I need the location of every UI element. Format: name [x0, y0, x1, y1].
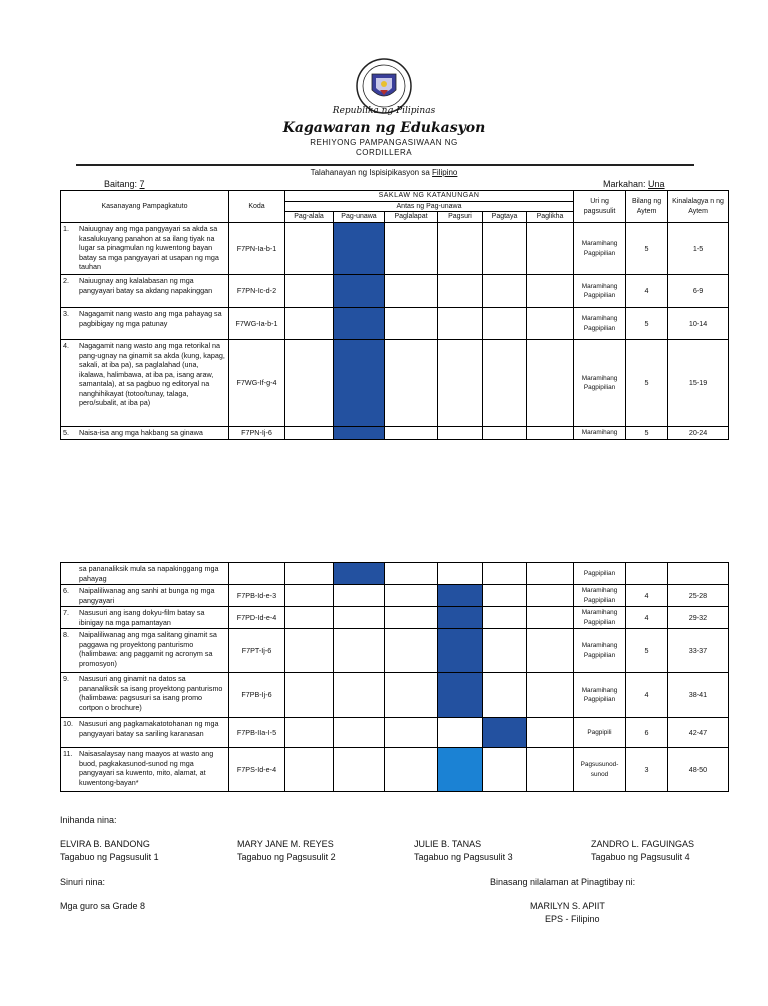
quarter-value: Una: [648, 179, 665, 189]
level-header: Paglikha: [527, 212, 574, 223]
item-number: 3.: [63, 309, 69, 318]
test-type-header: Uri ng pagsusulit: [574, 191, 626, 223]
table-row: [61, 607, 729, 629]
level-cell: [334, 718, 385, 748]
competency-cell: [61, 629, 229, 673]
level-cell-marked: [334, 427, 385, 440]
item-placement-cell: 10-14: [668, 308, 729, 340]
approved-label: Binasang nilalaman at Pinagtibay ni:: [490, 877, 636, 887]
item-count-cell: [626, 563, 668, 585]
code-cell: F7PB-Id-e-3: [229, 585, 285, 607]
level-cell: [483, 308, 527, 340]
preparer-3-name: JULIE B. TANAS: [414, 839, 482, 849]
header-rule: [76, 164, 694, 166]
item-placement-cell: 25-28: [668, 585, 729, 607]
competency-cell: [61, 223, 229, 275]
level-cell: [438, 275, 483, 308]
level-header: Pagtaya: [483, 212, 527, 223]
competency-header: Kasanayang Pampagkatuto: [61, 191, 229, 223]
item-placement-cell: 15-19: [668, 340, 729, 427]
code-cell: F7PB-Ij-6: [229, 673, 285, 718]
level-cell: [334, 748, 385, 792]
competency-text: Naiuugnay ang mga pangyayari sa akda sa kasalukuyang panahon at sa ilang tiyak na lugar sa pinagmulan ng kuwentong bayan batay sa mga pangyayari at usapan ng mga tauhan: [79, 224, 219, 271]
spec-table-page-2: [60, 562, 729, 792]
table-title: [0, 168, 768, 177]
level-cell-marked: [438, 748, 483, 792]
test-type-cell: Maramihang Pagpipilian: [574, 673, 626, 718]
level-cell: [483, 629, 527, 673]
test-type-cell: Pagpipili: [574, 718, 626, 748]
level-cell: [385, 585, 438, 607]
level-cell: [527, 673, 574, 718]
item-placement-cell: 1-5: [668, 223, 729, 275]
grade-value: 7: [139, 179, 145, 189]
level-cell-marked: [334, 308, 385, 340]
prepared-label: Inihanda nina:: [60, 815, 117, 825]
test-type-cell: Pagsusunod-sunod: [574, 748, 626, 792]
level-cell: [438, 563, 483, 585]
approver-role: EPS - Filipino: [545, 914, 600, 924]
code-cell: F7PT-Ij-6: [229, 629, 285, 673]
item-number: 8.: [63, 630, 69, 639]
competency-cell: [61, 718, 229, 748]
preparer-3-role: Tagabuo ng Pagsusulit 3: [414, 852, 513, 862]
level-header: Paglalapat: [385, 212, 438, 223]
item-number: 2.: [63, 276, 69, 285]
level-cell: [527, 308, 574, 340]
level-cell: [438, 718, 483, 748]
test-type-cell: Maramihang: [574, 427, 626, 440]
level-cell-marked: [334, 275, 385, 308]
competency-text: Nagagamit nang wasto ang mga pahayag sa pagbibigay ng mga patunay: [79, 309, 222, 328]
level-cell: [285, 563, 334, 585]
quarter-label: Markahan:: [603, 179, 646, 189]
level-cell: [385, 223, 438, 275]
competency-text: Nasusuri ang isang dokyu-film batay sa ibinigay na mga pamantayan: [79, 608, 205, 627]
item-number: 9.: [63, 674, 69, 683]
level-cell-marked: [438, 629, 483, 673]
item-placement-cell: 33-37: [668, 629, 729, 673]
table-row: [61, 340, 729, 427]
item-number: 11.: [63, 749, 73, 758]
item-count-cell: 3: [626, 748, 668, 792]
competency-text: Nasusuri ang ginamit na datos sa pananaliksik sa isang proyektong panturismo (halimbawa: pagsusuri sa isang promo cortpon o brochure): [79, 674, 223, 712]
competency-cell: [61, 275, 229, 308]
table-title-subject: Filipino: [432, 168, 458, 177]
level-cell-marked: [483, 718, 527, 748]
level-cell: [385, 673, 438, 718]
level-cell: [385, 629, 438, 673]
grade-label: Baitang:: [104, 179, 138, 189]
table-row: [61, 629, 729, 673]
level-cell: [438, 223, 483, 275]
test-type-cell: Pagpipilian: [574, 563, 626, 585]
level-cell: [527, 223, 574, 275]
item-count-cell: 4: [626, 607, 668, 629]
level-cell: [483, 427, 527, 440]
table-row: [61, 673, 729, 718]
competency-cell: [61, 340, 229, 427]
item-placement-cell: 29-32: [668, 607, 729, 629]
item-placement-cell: 20-24: [668, 427, 729, 440]
item-placement-cell: 6-9: [668, 275, 729, 308]
level-cell: [285, 748, 334, 792]
code-cell: F7PB-IIa-I-5: [229, 718, 285, 748]
test-type-cell: Maramihang Pagpipilian: [574, 607, 626, 629]
level-cell: [527, 340, 574, 427]
level-cell: [483, 607, 527, 629]
preparer-1-role: Tagabuo ng Pagsusulit 1: [60, 852, 159, 862]
level-cell: [527, 718, 574, 748]
level-cell: [527, 629, 574, 673]
antas-header: Antas ng Pag-unawa: [285, 201, 574, 212]
table-row: [61, 427, 729, 440]
saklaw-header: SAKLAW NG KATANUNGAN: [285, 191, 574, 202]
level-cell: [285, 223, 334, 275]
reviewers: Mga guro sa Grade 8: [60, 901, 146, 911]
level-cell: [385, 275, 438, 308]
level-header: Pag-alala: [285, 212, 334, 223]
preparer-2-role: Tagabuo ng Pagsusulit 2: [237, 852, 336, 862]
item-count-cell: 5: [626, 340, 668, 427]
competency-text: Naipaliliwanag ang sanhi at bunga ng mga pangyayari: [79, 586, 215, 605]
level-cell: [285, 629, 334, 673]
test-type-cell: Maramihang Pagpipilian: [574, 585, 626, 607]
item-placement-cell: 38-41: [668, 673, 729, 718]
preparer-4-role: Tagabuo ng Pagsusulit 4: [591, 852, 690, 862]
level-cell: [483, 275, 527, 308]
level-cell-marked: [438, 607, 483, 629]
level-cell: [285, 340, 334, 427]
item-number: 5.: [63, 428, 69, 437]
level-cell: [285, 427, 334, 440]
level-cell: [527, 585, 574, 607]
competency-text: Naisasalaysay nang maayos at wasto ang buod, pagkakasunod-sunod ng mga pangyayari sa kuwento, mito, alamat, at kuwentong-bayan*: [79, 749, 214, 787]
level-cell: [285, 673, 334, 718]
competency-cell: [61, 308, 229, 340]
department-title: Kagawaran ng Edukasyon: [282, 120, 486, 136]
item-number: 6.: [63, 586, 69, 595]
reviewed-label: Sinuri nina:: [60, 877, 106, 887]
level-cell: [527, 607, 574, 629]
item-count-cell: 5: [626, 629, 668, 673]
level-cell-marked: [438, 673, 483, 718]
item-count-cell: 4: [626, 275, 668, 308]
level-cell: [385, 718, 438, 748]
level-cell-marked: [334, 223, 385, 275]
level-cell: [385, 427, 438, 440]
item-count-cell: 5: [626, 308, 668, 340]
code-cell: F7WG-Ia-b-1: [229, 308, 285, 340]
code-cell: F7WG-If-g-4: [229, 340, 285, 427]
level-cell-marked: [438, 585, 483, 607]
item-count-cell: 4: [626, 585, 668, 607]
test-type-cell: Maramihang Pagpipilian: [574, 308, 626, 340]
item-number: [63, 564, 79, 583]
preparer-2-name: MARY JANE M. REYES: [237, 839, 334, 849]
level-cell: [285, 607, 334, 629]
level-cell: [334, 629, 385, 673]
competency-text: Naisa-isa ang mga hakbang sa ginawa: [79, 428, 203, 437]
test-type-cell: Maramihang Pagpipilian: [574, 275, 626, 308]
level-cell: [334, 607, 385, 629]
level-cell: [385, 607, 438, 629]
test-type-cell: Maramihang Pagpipilian: [574, 629, 626, 673]
table-row: [61, 275, 729, 308]
level-cell: [483, 563, 527, 585]
level-cell: [285, 718, 334, 748]
code-cell: F7PD-Id-e-4: [229, 607, 285, 629]
approver-name: MARILYN S. APIIT: [530, 901, 605, 911]
level-cell: [527, 275, 574, 308]
level-header: Pag-unawa: [334, 212, 385, 223]
competency-cell: [61, 585, 229, 607]
grade-meta: [104, 179, 145, 189]
level-cell: [527, 748, 574, 792]
region-line-1: REHIYONG PAMPANGASIWAAN NG: [310, 138, 458, 147]
level-cell: [285, 275, 334, 308]
level-cell: [483, 673, 527, 718]
item-count-cell: 6: [626, 718, 668, 748]
competency-cell: [61, 607, 229, 629]
competency-cell: [61, 748, 229, 792]
level-cell: [438, 308, 483, 340]
level-cell: [285, 308, 334, 340]
level-cell: [483, 223, 527, 275]
item-placement-cell: 48-50: [668, 748, 729, 792]
level-cell-marked: [334, 563, 385, 585]
item-count-cell: 5: [626, 223, 668, 275]
test-type-cell: Maramihang Pagpipilian: [574, 340, 626, 427]
region-label: [0, 138, 768, 158]
level-cell: [483, 748, 527, 792]
item-count-cell: 4: [626, 673, 668, 718]
competency-text: Naiuugnay ang kalalabasan ng mga pangyayari batay sa akdang napakinggan: [79, 276, 213, 295]
item-number: 4.: [63, 341, 69, 350]
level-header: Pagsuri: [438, 212, 483, 223]
preparer-4-name: ZANDRO L. FAGUINGAS: [591, 839, 695, 849]
table-row: [61, 718, 729, 748]
region-line-2: CORDILLERA: [355, 148, 413, 157]
table-row: [61, 308, 729, 340]
code-cell: F7PN-Ic-d-2: [229, 275, 285, 308]
level-cell: [334, 585, 385, 607]
preparer-1-name: ELVIRA B. BANDONG: [60, 839, 150, 849]
item-count-cell: 5: [626, 427, 668, 440]
table-row: [61, 748, 729, 792]
level-cell-marked: [334, 340, 385, 427]
level-cell: [527, 563, 574, 585]
spec-table-page-1: [60, 190, 729, 440]
competency-text: Nasusuri ang pagkamakatotohanan ng mga pangyayari batay sa sariling karanasan: [79, 719, 219, 738]
item-number: 1.: [63, 224, 69, 233]
item-placement-header: Kinalalagya n ng Aytem: [668, 191, 729, 223]
competency-cell: [61, 673, 229, 718]
item-number: 10.: [63, 719, 73, 728]
competency-text: Nagagamit nang wasto ang mga retorikal na pang-ugnay na ginamit sa akda (kung, kapag, sakali, at iba pa), sa paglalahad (una, ikalawa, halimbawa, at iba pa, isang araw, samantala), at sa pagbuo ng editoryal na nanghihikayat (totoo/tunay, talaga, pero/subalit, at iba pa): [79, 341, 225, 407]
level-cell: [385, 748, 438, 792]
competency-text: sa pananaliksik mula sa napakinggang mga pahayag: [79, 564, 219, 583]
level-cell: [385, 340, 438, 427]
code-cell: F7PN-Ij-6: [229, 427, 285, 440]
level-cell: [385, 563, 438, 585]
level-cell: [527, 427, 574, 440]
test-type-cell: Maramihang Pagpipilian: [574, 223, 626, 275]
code-header: Koda: [229, 191, 285, 223]
code-cell: F7PS-Id-e-4: [229, 748, 285, 792]
competency-cell: [61, 563, 229, 585]
table-row: [61, 563, 729, 585]
level-cell: [438, 427, 483, 440]
item-count-header: Bilang ng Aytem: [626, 191, 668, 223]
table-row: [61, 223, 729, 275]
item-placement-cell: 42-47: [668, 718, 729, 748]
item-placement-cell: [668, 563, 729, 585]
quarter-meta: [603, 179, 665, 189]
level-cell: [285, 585, 334, 607]
table-title-prefix: Talahanayan ng Ispisipikasyon sa: [310, 168, 430, 177]
competency-cell: [61, 427, 229, 440]
competency-text: Naipaliliwanag ang mga salitang ginamit sa paggawa ng proyektong panturismo (halimbawa: ang paggamit ng acronym sa promosyon): [79, 630, 217, 668]
level-cell: [483, 340, 527, 427]
code-cell: [229, 563, 285, 585]
level-cell: [483, 585, 527, 607]
table-row: [61, 585, 729, 607]
level-cell: [334, 673, 385, 718]
code-cell: F7PN-Ia-b-1: [229, 223, 285, 275]
level-cell: [438, 340, 483, 427]
level-cell: [385, 308, 438, 340]
republic-label: Republika ng Pilipinas: [332, 106, 436, 116]
item-number: 7.: [63, 608, 69, 617]
